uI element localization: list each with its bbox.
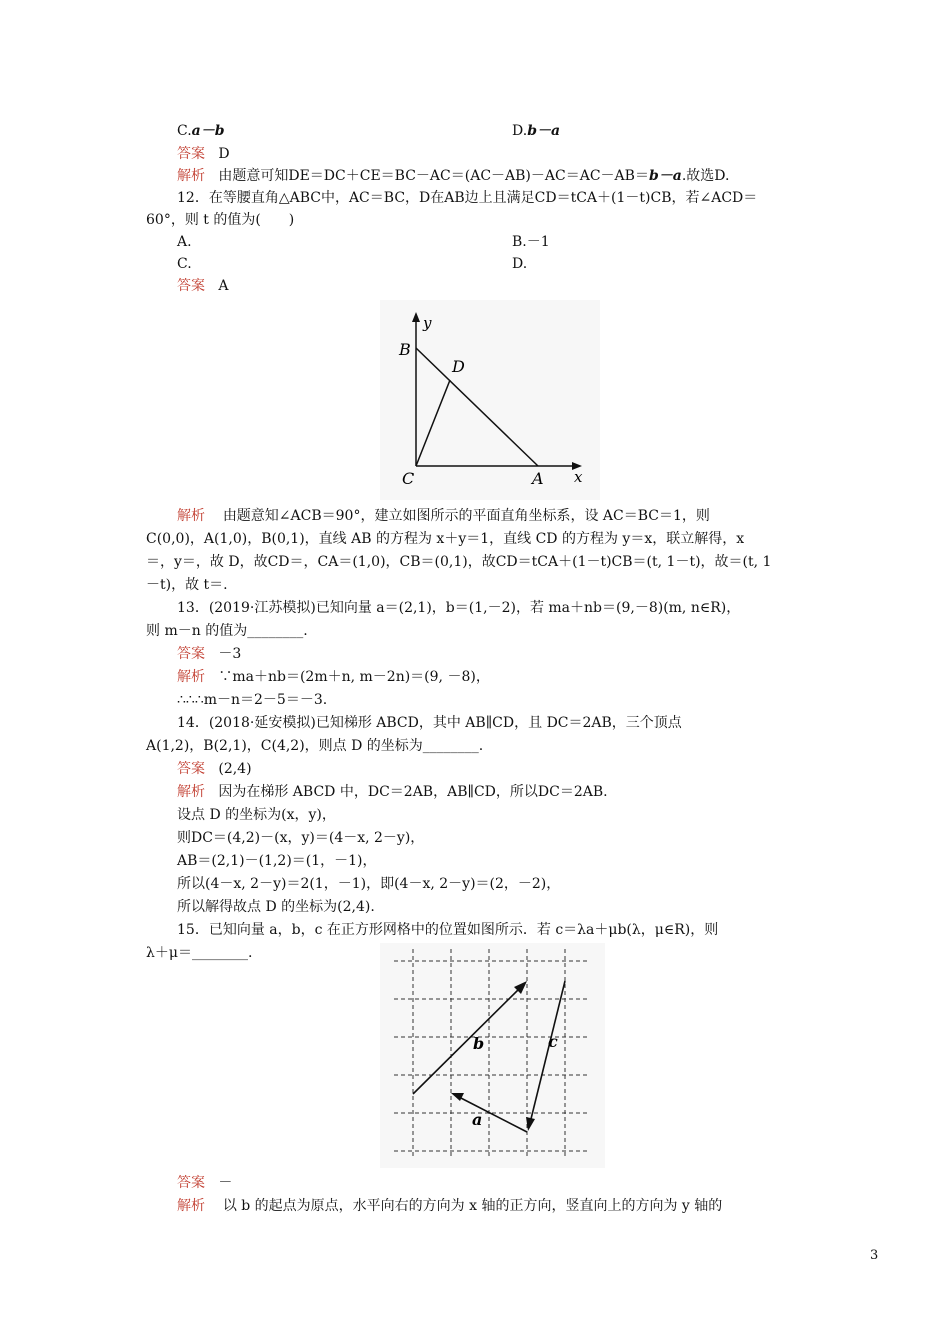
q11-solution: 解析 由题意可知DE＝DC＋CE＝BC－AC＝(AC－AB)－AC＝AC－AB＝b－a.故选D. [177, 168, 730, 184]
q14-solution-line3: 则DC＝(4,2)－(x，y)＝(4－x, 2－y)， [177, 830, 425, 846]
q11-option-c-expr: a－b [191, 123, 225, 139]
q14-solution-line2: 设点 D 的坐标为(x，y)， [177, 807, 336, 823]
q13-solution-line2: ∴∴∴m－n＝2－5＝－3. [177, 692, 328, 708]
solution-label: 解析 [177, 669, 205, 685]
label-b: B [399, 340, 411, 359]
q14-stem-line2: A(1,2)，B(2,1)，C(4,2)，则点 D 的坐标为________. [146, 738, 484, 754]
figure-background [380, 943, 605, 1168]
answer-label: 答案 [177, 146, 205, 162]
q14-solution-line5: 所以(4－x, 2－y)＝2(1，－1)，即(4－x, 2－y)＝(2，－2)， [177, 876, 561, 892]
answer-label: 答案 [177, 761, 205, 777]
q13-answer: 答案 －3 [177, 646, 242, 662]
q12-answer: 答案 A [177, 278, 229, 294]
solution-label: 解析 [177, 508, 205, 524]
label-vector-a: a [472, 1110, 483, 1129]
q12-stem-line2: 60°，则 t 的值为( ) [146, 212, 295, 228]
q12-option-a: A. [177, 234, 192, 250]
q15-stem-line2: λ＋μ＝________. [146, 945, 253, 961]
answer-label: 答案 [177, 278, 205, 294]
q14-answer: 答案 (2,4) [177, 761, 252, 777]
label-vector-b: b [473, 1034, 485, 1053]
q13-solution-line1: 解析 ∵ma＋nb＝(2m＋n, m－2n)＝(9, －8)， [177, 669, 490, 685]
q15-solution-line1: 解析 以 b 的起点为原点，水平向右的方向为 x 轴的正方向，竖直向上的方向为 y 轴的 [177, 1198, 723, 1214]
q14-solution-line6: 所以解得故点 D 的坐标为(2,4). [177, 899, 375, 915]
q12-stem-line1: 12．在等腰直角△ABC中，AC＝BC，D在AB边上且满足CD＝tCA＋(1－t)CB，若∠ACD＝ [177, 190, 758, 206]
q11-answer: 答案 D [177, 146, 230, 162]
q12-triangle-figure [380, 300, 600, 500]
page-number: 3 [870, 1248, 879, 1263]
label-x: x [574, 468, 583, 486]
solution-label: 解析 [177, 784, 205, 800]
label-c: C [402, 469, 415, 488]
q12-option-d: D. [512, 256, 528, 272]
q15-grid-figure [380, 943, 605, 1168]
q12-option-b: B.－1 [512, 234, 550, 250]
answer-label: 答案 [177, 646, 205, 662]
q15-stem-line1: 15．已知向量 a，b，c 在正方形网格中的位置如图所示．若 c＝λa＋μb(λ，μ∈R)，则 [177, 922, 719, 938]
label-a: A [532, 469, 544, 488]
solution-label: 解析 [177, 1198, 205, 1214]
q15-answer: 答案 － [177, 1175, 233, 1191]
q12-solution-line4: －t)，故 t＝. [146, 577, 228, 593]
q14-solution-line1: 解析 因为在梯形 ABCD 中，DC＝2AB，AB∥CD，所以DC＝2AB. [177, 784, 608, 800]
q12-solution-line1: 解析 由题意知∠ACB＝90°，建立如图所示的平面直角坐标系，设 AC＝BC＝1，则 [177, 508, 710, 524]
q14-solution-line4: AB＝(2,1)－(1,2)＝(1，－1)， [177, 853, 377, 869]
q13-stem-line2: 则 m－n 的值为________. [146, 623, 308, 639]
label-d: D [452, 357, 465, 376]
label-vector-c: c [548, 1032, 558, 1051]
q11-option-c: C.a－b [177, 123, 225, 139]
q13-stem-line1: 13．(2019·江苏模拟)已知向量 a＝(2,1)，b＝(1,－2)，若 ma＋nb＝(9,－8)(m, n∈R)， [177, 600, 741, 616]
q11-option-d: D.b－a [512, 123, 561, 139]
q12-solution-line3: ＝，y＝，故 D，故CD＝，CA＝(1,0)，CB＝(0,1)，故CD＝tCA＋(1－t)CB＝(t, 1－t)，故＝(t, 1 [146, 554, 772, 570]
q11-option-d-expr: b－a [527, 123, 561, 139]
q12-solution-line2: C(0,0)，A(1,0)，B(0,1)，直线 AB 的方程为 x＋y＝1，直线 CD 的方程为 y＝x，联立解得，x [146, 531, 745, 547]
q14-stem-line1: 14．(2018·延安模拟)已知梯形 ABCD，其中 AB∥CD，且 DC＝2AB，三个顶点 [177, 715, 682, 731]
solution-label: 解析 [177, 168, 205, 184]
answer-label: 答案 [177, 1175, 205, 1191]
label-y: y [423, 314, 432, 332]
q12-option-c: C. [177, 256, 192, 272]
